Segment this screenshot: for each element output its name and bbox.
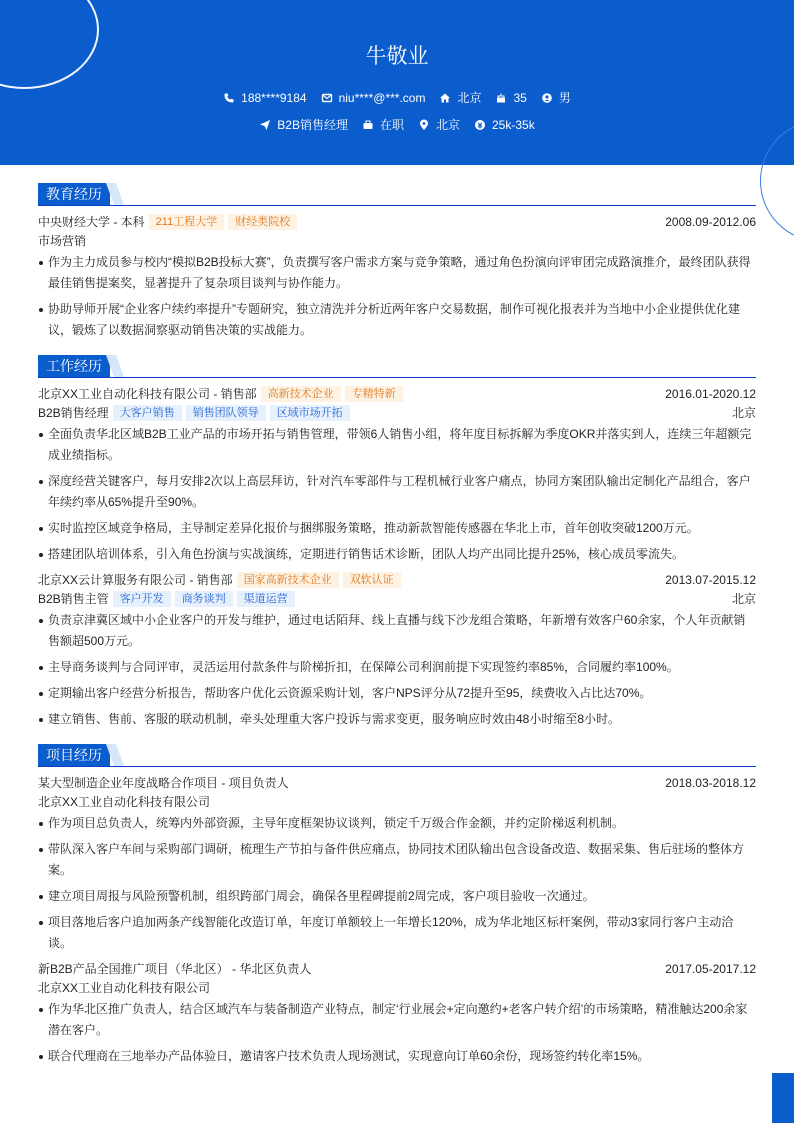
project-company-row — [38, 793, 756, 811]
date-range: 2017.05-2017.12 — [665, 962, 756, 976]
school-tag: 财经类院校 — [228, 214, 297, 230]
candidate-name: 牛敬业 — [365, 45, 429, 68]
salary-text: 25k-35k — [492, 117, 535, 132]
date-range: 2013.07-2015.12 — [665, 573, 756, 587]
company-name: 北京XX工业自动化科技有限公司 - 销售部 — [38, 387, 257, 401]
project-entry-header — [38, 959, 756, 979]
project-bullets — [38, 813, 756, 954]
project-company-row — [38, 979, 756, 997]
email-item — [321, 89, 426, 106]
list-item: 定期输出客户经营分析报告，帮助客户优化云资源采购计划，客户NPS评分从72提升至95，续费收入占比达70%。 — [38, 683, 756, 704]
list-item: 实时监控区域竞争格局，主导制定差异化报价与捆绑服务策略，推动新款智能传感器在华北上市，首年创收突破1200万元。 — [38, 518, 756, 539]
skill-tag: 渠道运营 — [237, 591, 295, 607]
project-section — [38, 744, 756, 1067]
project-entry-header — [38, 773, 756, 793]
role-row — [38, 590, 756, 608]
phone-item — [223, 89, 306, 106]
job-status-text: 在职 — [379, 118, 404, 132]
company-tag: 专精特新 — [345, 386, 403, 402]
section-title: 工作经历 — [38, 355, 110, 377]
work-city: 北京 — [731, 406, 756, 420]
briefcase-icon — [362, 119, 374, 131]
list-item: 搭建团队培训体系，引入角色扮演与实战演练，定期进行销售话术诊断，团队人均产出同比提升25%，核心成员零流失。 — [38, 544, 756, 565]
gender-icon — [541, 92, 553, 104]
target-position-item — [259, 116, 348, 133]
work-city: 北京 — [731, 592, 756, 606]
email-text: niu****@***.com — [338, 90, 426, 105]
list-item: 项目落地后客户追加两条产线智能化改造订单，年度订单额较上一年增长120%，成为华北地区标杆案例，带动3家同行客户主动洽谈。 — [38, 912, 756, 954]
skill-tag: 商务谈判 — [175, 591, 233, 607]
work-section — [38, 355, 756, 730]
project-entry — [38, 959, 756, 1067]
decorative-corner-block — [772, 1073, 794, 1123]
list-item: 建立销售、售前、客服的联动机制，牵头处理重大客户投诉与需求变更，服务响应时效由48小时缩至8小时。 — [38, 709, 756, 730]
phone-text: 188****9184 — [241, 90, 307, 105]
gender-item — [541, 89, 571, 106]
job-title: B2B销售经理 — [38, 406, 109, 420]
section-title: 教育经历 — [38, 183, 110, 205]
major-row — [38, 232, 756, 250]
job-intent-row — [0, 116, 794, 133]
list-item: 负责京津冀区域中小企业客户的开发与维护，通过电话陌拜、线上直播与线下沙龙组合策略，年新增有效客户60余家，个人年贡献销售额超500万元。 — [38, 610, 756, 652]
target-city-item — [418, 116, 460, 133]
city-item — [439, 89, 481, 106]
date-range: 2008.09-2012.06 — [665, 215, 756, 229]
project-entry — [38, 773, 756, 954]
work-entry-header — [38, 384, 756, 404]
education-section — [38, 183, 756, 341]
company-name: 北京XX云计算服务有限公司 - 销售部 — [38, 573, 233, 587]
role-row — [38, 404, 756, 422]
list-item: 作为主力成员参与校内“模拟B2B投标大赛”，负责撰写客户需求方案与竞争策略，通过角色扮演向评审团完成路演推介，最终团队获得最佳销售提案奖，显著提升了复杂项目谈判与协作能力。 — [38, 252, 756, 294]
company-tag: 高新技术企业 — [261, 386, 341, 402]
salary-icon — [474, 119, 486, 131]
section-header — [38, 744, 756, 767]
skill-tag: 客户开发 — [113, 591, 171, 607]
city-text: 北京 — [457, 91, 482, 105]
target-city-text: 北京 — [435, 118, 460, 132]
job-title: B2B销售主管 — [38, 592, 109, 606]
school-tag: 211工程大学 — [149, 214, 225, 230]
list-item: 作为项目总负责人，统筹内外部资源，主导年度框架协议谈判，锁定千万级合作金额，并约定阶梯返利机制。 — [38, 813, 756, 834]
list-item: 深度经营关键客户，每月安排2次以上高层拜访，针对汽车零部件与工程机械行业客户痛点，协同方案团队输出定制化产品组合，客户年续约率从65%提升至90%。 — [38, 471, 756, 513]
list-item: 协助导师开展“企业客户续约率提升”专题研究，独立清洗并分析近两年客户交易数据，制作可视化报表并为当地中小企业提供优化建议，锻炼了以数据洞察驱动销售决策的实战能力。 — [38, 299, 756, 341]
education-entry-header — [38, 212, 756, 232]
home-icon — [439, 92, 451, 104]
mail-icon — [321, 92, 333, 104]
salary-item — [474, 116, 535, 133]
section-title: 项目经历 — [38, 744, 110, 766]
work-bullets — [38, 610, 756, 730]
list-item: 建立项目周报与风险预警机制，组织跨部门周会，确保各里程碑提前2周完成，客户项目验收一次通过。 — [38, 886, 756, 907]
section-header — [38, 183, 756, 206]
major: 市场营销 — [38, 234, 87, 248]
skill-tag: 销售团队领导 — [186, 405, 266, 421]
age-icon — [495, 92, 507, 104]
date-range: 2016.01-2020.12 — [665, 387, 756, 401]
phone-icon — [223, 92, 235, 104]
resume-header — [0, 0, 794, 165]
work-entry — [38, 384, 756, 565]
work-entry-header — [38, 570, 756, 590]
work-bullets — [38, 424, 756, 565]
list-item: 联合代理商在三地举办产品体验日，邀请客户技术负责人现场测试，实现意向订单60余份，现场签约转化率15%。 — [38, 1046, 756, 1067]
target-position-text: B2B销售经理 — [277, 118, 348, 132]
list-item: 带队深入客户车间与采购部门调研，梳理生产节拍与备件供应痛点，协同技术团队输出包含设备改造、数据采集、售后驻场的整体方案。 — [38, 839, 756, 881]
company-tag: 双软认证 — [343, 572, 401, 588]
location-pin-icon — [418, 119, 430, 131]
list-item: 全面负责华北区域B2B工业产品的市场开拓与销售管理，带领6人销售小组，将年度目标拆解为季度OKR并落实到人，连续三年超额完成业绩指标。 — [38, 424, 756, 466]
project-company: 北京XX工业自动化科技有限公司 — [38, 981, 211, 995]
school-name: 中央财经大学 - 本科 — [38, 215, 145, 229]
job-status-item — [362, 116, 404, 133]
education-bullets — [38, 252, 756, 341]
gender-text: 男 — [558, 91, 571, 105]
section-header — [38, 355, 756, 378]
send-icon — [259, 119, 271, 131]
age-item — [495, 89, 526, 106]
project-bullets — [38, 999, 756, 1067]
age-text: 35 — [513, 90, 527, 105]
company-tag: 国家高新技术企业 — [237, 572, 339, 588]
resume-body — [38, 183, 756, 1081]
list-item: 主导商务谈判与合同评审，灵活运用付款条件与阶梯折扣，在保障公司利润前提下实现签约率85%，合同履约率100%。 — [38, 657, 756, 678]
project-company: 北京XX工业自动化科技有限公司 — [38, 795, 211, 809]
project-name: 新B2B产品全国推广项目（华北区） - 华北区负责人 — [38, 962, 312, 976]
date-range: 2018.03-2018.12 — [665, 776, 756, 790]
contact-row — [0, 89, 794, 106]
work-entry — [38, 570, 756, 730]
project-name: 某大型制造企业年度战略合作项目 - 项目负责人 — [38, 776, 289, 790]
skill-tag: 大客户销售 — [113, 405, 182, 421]
skill-tag: 区域市场开拓 — [270, 405, 350, 421]
list-item: 作为华北区推广负责人，结合区域汽车与装备制造产业特点，制定‘行业展会+定向邀约+老客户转介绍’的市场策略，精准触达200余家潜在客户。 — [38, 999, 756, 1041]
